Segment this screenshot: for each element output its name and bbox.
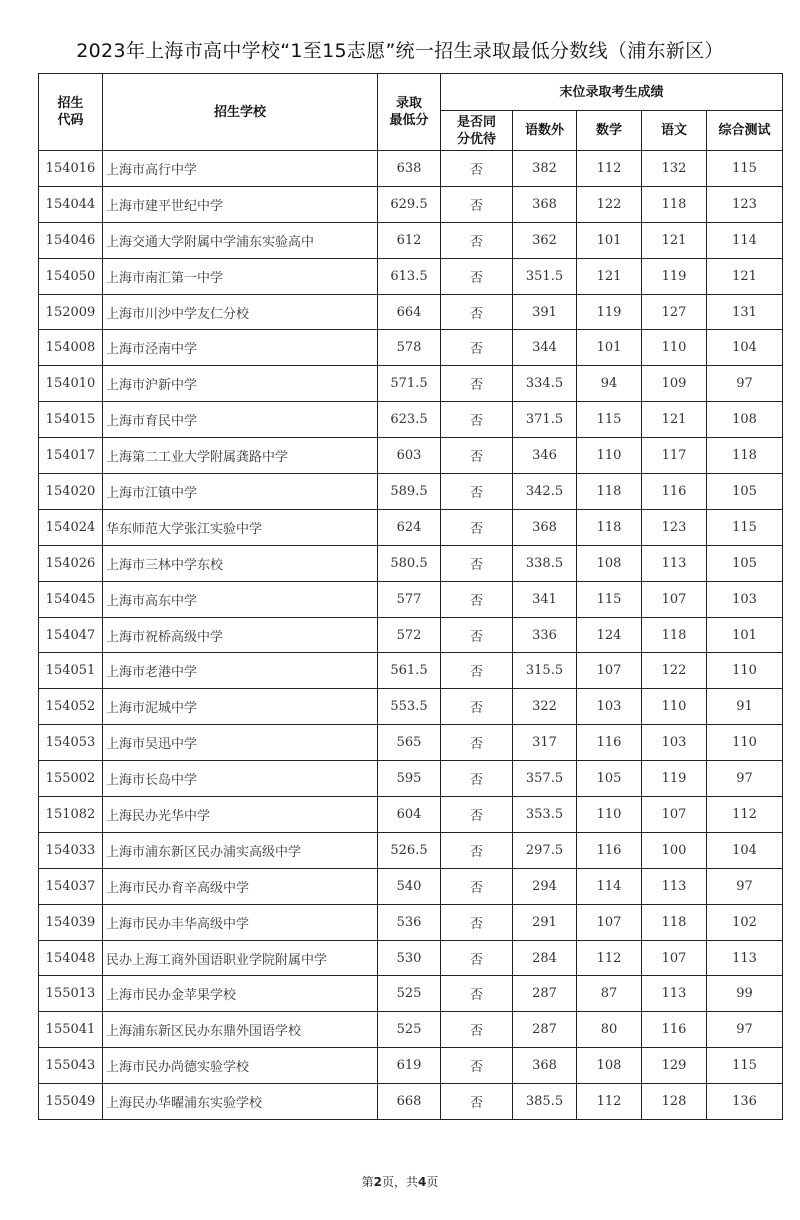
cell-ycw: 338.5 bbox=[513, 545, 577, 581]
cell-school: 上海民办华曜浦东实验学校 bbox=[103, 1084, 378, 1120]
table-row bbox=[39, 545, 783, 581]
page-footer: 第2页，共4页 bbox=[361, 1175, 439, 1189]
cell-tie-priority: 否 bbox=[441, 438, 513, 474]
cell-math: 94 bbox=[577, 366, 642, 402]
cell-chinese: 100 bbox=[642, 832, 707, 868]
cell-math: 118 bbox=[577, 474, 642, 510]
cell-chinese: 110 bbox=[642, 330, 707, 366]
cell-school: 上海市育民中学 bbox=[103, 402, 378, 438]
cell-comprehensive: 104 bbox=[707, 330, 783, 366]
cell-comprehensive: 91 bbox=[707, 689, 783, 725]
table-row bbox=[39, 330, 783, 366]
cell-chinese: 107 bbox=[642, 797, 707, 833]
cell-tie-priority: 否 bbox=[441, 725, 513, 761]
table-row bbox=[39, 868, 783, 904]
cell-math: 114 bbox=[577, 868, 642, 904]
table-row bbox=[39, 258, 783, 294]
cell-comprehensive: 108 bbox=[707, 402, 783, 438]
cell-code: 155041 bbox=[39, 1012, 103, 1048]
cell-code: 155002 bbox=[39, 761, 103, 797]
cell-chinese: 103 bbox=[642, 725, 707, 761]
current-page: 2 bbox=[373, 1175, 382, 1189]
cell-chinese: 116 bbox=[642, 1012, 707, 1048]
cell-math: 112 bbox=[577, 940, 642, 976]
cell-min-score: 540 bbox=[378, 868, 441, 904]
cell-code: 154017 bbox=[39, 438, 103, 474]
cell-code: 151082 bbox=[39, 797, 103, 833]
cell-school: 上海市川沙中学友仁分校 bbox=[103, 294, 378, 330]
cell-tie-priority: 否 bbox=[441, 474, 513, 510]
cell-code: 154050 bbox=[39, 258, 103, 294]
cell-ycw: 284 bbox=[513, 940, 577, 976]
cell-code: 154046 bbox=[39, 222, 103, 258]
cell-math: 115 bbox=[577, 581, 642, 617]
cell-comprehensive: 104 bbox=[707, 832, 783, 868]
cell-tie-priority: 否 bbox=[441, 545, 513, 581]
cell-comprehensive: 102 bbox=[707, 904, 783, 940]
cell-tie-priority: 否 bbox=[441, 222, 513, 258]
cell-math: 110 bbox=[577, 797, 642, 833]
cell-ycw: 368 bbox=[513, 1048, 577, 1084]
cell-comprehensive: 110 bbox=[707, 725, 783, 761]
cell-math: 108 bbox=[577, 1048, 642, 1084]
cell-tie-priority: 否 bbox=[441, 1012, 513, 1048]
cell-school: 上海市三林中学东校 bbox=[103, 545, 378, 581]
cell-tie-priority: 否 bbox=[441, 940, 513, 976]
table-row bbox=[39, 1084, 783, 1120]
cell-code: 154026 bbox=[39, 545, 103, 581]
cell-code: 154024 bbox=[39, 509, 103, 545]
cell-min-score: 577 bbox=[378, 581, 441, 617]
cell-school: 上海市沪新中学 bbox=[103, 366, 378, 402]
cell-school: 上海市长岛中学 bbox=[103, 761, 378, 797]
cell-tie-priority: 否 bbox=[441, 1084, 513, 1120]
cell-math: 87 bbox=[577, 976, 642, 1012]
cell-ycw: 385.5 bbox=[513, 1084, 577, 1120]
cell-code: 154047 bbox=[39, 617, 103, 653]
cell-comprehensive: 118 bbox=[707, 438, 783, 474]
cell-min-score: 526.5 bbox=[378, 832, 441, 868]
cell-chinese: 116 bbox=[642, 474, 707, 510]
cell-min-score: 580.5 bbox=[378, 545, 441, 581]
table-row bbox=[39, 617, 783, 653]
cell-min-score: 638 bbox=[378, 151, 441, 187]
cell-math: 112 bbox=[577, 1084, 642, 1120]
table-row bbox=[39, 1048, 783, 1084]
cell-min-score: 525 bbox=[378, 1012, 441, 1048]
cell-chinese: 121 bbox=[642, 222, 707, 258]
cell-min-score: 619 bbox=[378, 1048, 441, 1084]
cell-math: 122 bbox=[577, 186, 642, 222]
cell-ycw: 294 bbox=[513, 868, 577, 904]
cell-chinese: 118 bbox=[642, 186, 707, 222]
cell-math: 124 bbox=[577, 617, 642, 653]
cell-comprehensive: 105 bbox=[707, 474, 783, 510]
cell-math: 121 bbox=[577, 258, 642, 294]
cell-chinese: 107 bbox=[642, 581, 707, 617]
cell-code: 154053 bbox=[39, 725, 103, 761]
cell-math: 107 bbox=[577, 653, 642, 689]
cell-code: 154048 bbox=[39, 940, 103, 976]
total-pages: 4 bbox=[418, 1175, 427, 1189]
cell-school: 上海市高行中学 bbox=[103, 151, 378, 187]
cell-comprehensive: 97 bbox=[707, 366, 783, 402]
cell-comprehensive: 136 bbox=[707, 1084, 783, 1120]
cell-comprehensive: 97 bbox=[707, 868, 783, 904]
cell-tie-priority: 否 bbox=[441, 832, 513, 868]
cell-tie-priority: 否 bbox=[441, 366, 513, 402]
cell-tie-priority: 否 bbox=[441, 186, 513, 222]
cell-math: 115 bbox=[577, 402, 642, 438]
cell-min-score: 624 bbox=[378, 509, 441, 545]
cell-tie-priority: 否 bbox=[441, 689, 513, 725]
table-row bbox=[39, 474, 783, 510]
cell-school: 上海民办光华中学 bbox=[103, 797, 378, 833]
cell-school: 上海第二工业大学附属龚路中学 bbox=[103, 438, 378, 474]
cell-min-score: 664 bbox=[378, 294, 441, 330]
cell-code: 154033 bbox=[39, 832, 103, 868]
cell-chinese: 119 bbox=[642, 761, 707, 797]
cell-comprehensive: 121 bbox=[707, 258, 783, 294]
cell-school: 华东师范大学张江实验中学 bbox=[103, 509, 378, 545]
table-row bbox=[39, 1012, 783, 1048]
cell-ycw: 371.5 bbox=[513, 402, 577, 438]
table-row bbox=[39, 222, 783, 258]
cell-school: 上海市浦东新区民办浦实高级中学 bbox=[103, 832, 378, 868]
header-school: 招生学校 bbox=[103, 74, 378, 151]
cell-school: 上海市民办尚德实验学校 bbox=[103, 1048, 378, 1084]
cell-min-score: 629.5 bbox=[378, 186, 441, 222]
cell-math: 116 bbox=[577, 832, 642, 868]
cell-min-score: 595 bbox=[378, 761, 441, 797]
cell-tie-priority: 否 bbox=[441, 868, 513, 904]
cell-min-score: 668 bbox=[378, 1084, 441, 1120]
cell-code: 154051 bbox=[39, 653, 103, 689]
cell-ycw: 382 bbox=[513, 151, 577, 187]
cell-tie-priority: 否 bbox=[441, 761, 513, 797]
cell-code: 154044 bbox=[39, 186, 103, 222]
cell-tie-priority: 否 bbox=[441, 509, 513, 545]
cell-comprehensive: 99 bbox=[707, 976, 783, 1012]
cell-math: 108 bbox=[577, 545, 642, 581]
header-min-score: 录取 最低分 bbox=[378, 74, 441, 151]
cell-comprehensive: 97 bbox=[707, 761, 783, 797]
header-code: 招生 代码 bbox=[39, 74, 103, 151]
cell-school: 上海市高东中学 bbox=[103, 581, 378, 617]
table-row bbox=[39, 689, 783, 725]
cell-comprehensive: 114 bbox=[707, 222, 783, 258]
cell-comprehensive: 101 bbox=[707, 617, 783, 653]
cell-school: 上海市泾南中学 bbox=[103, 330, 378, 366]
table-row bbox=[39, 832, 783, 868]
cell-school: 上海交通大学附属中学浦东实验高中 bbox=[103, 222, 378, 258]
cell-code: 154008 bbox=[39, 330, 103, 366]
cell-ycw: 297.5 bbox=[513, 832, 577, 868]
cell-code: 154037 bbox=[39, 868, 103, 904]
cell-min-score: 604 bbox=[378, 797, 441, 833]
cell-school: 民办上海工商外国语职业学院附属中学 bbox=[103, 940, 378, 976]
cell-chinese: 109 bbox=[642, 366, 707, 402]
cell-school: 上海市江镇中学 bbox=[103, 474, 378, 510]
cell-ycw: 341 bbox=[513, 581, 577, 617]
page-title: 2023年上海市高中学校“1至15志愿”统一招生录取最低分数线（浦东新区） bbox=[76, 40, 724, 62]
header-last-student-scores: 末位录取考生成绩 bbox=[441, 74, 783, 111]
cell-tie-priority: 否 bbox=[441, 904, 513, 940]
cell-math: 110 bbox=[577, 438, 642, 474]
cell-chinese: 113 bbox=[642, 976, 707, 1012]
cell-ycw: 342.5 bbox=[513, 474, 577, 510]
cell-tie-priority: 否 bbox=[441, 258, 513, 294]
cell-ycw: 291 bbox=[513, 904, 577, 940]
cell-ycw: 317 bbox=[513, 725, 577, 761]
table-row bbox=[39, 186, 783, 222]
cell-math: 101 bbox=[577, 330, 642, 366]
header-ycw: 语数外 bbox=[513, 111, 577, 151]
cell-code: 154039 bbox=[39, 904, 103, 940]
cell-ycw: 346 bbox=[513, 438, 577, 474]
cell-min-score: 530 bbox=[378, 940, 441, 976]
cell-min-score: 571.5 bbox=[378, 366, 441, 402]
header-chinese: 语文 bbox=[642, 111, 707, 151]
table-row bbox=[39, 402, 783, 438]
cell-comprehensive: 123 bbox=[707, 186, 783, 222]
cell-min-score: 623.5 bbox=[378, 402, 441, 438]
cell-math: 119 bbox=[577, 294, 642, 330]
cell-tie-priority: 否 bbox=[441, 617, 513, 653]
table-row bbox=[39, 761, 783, 797]
cell-ycw: 353.5 bbox=[513, 797, 577, 833]
cell-code: 154010 bbox=[39, 366, 103, 402]
cell-code: 155043 bbox=[39, 1048, 103, 1084]
cell-code: 154052 bbox=[39, 689, 103, 725]
cell-tie-priority: 否 bbox=[441, 294, 513, 330]
cell-code: 152009 bbox=[39, 294, 103, 330]
cell-comprehensive: 105 bbox=[707, 545, 783, 581]
cell-chinese: 122 bbox=[642, 653, 707, 689]
cell-school: 上海市老港中学 bbox=[103, 653, 378, 689]
cell-tie-priority: 否 bbox=[441, 976, 513, 1012]
cell-ycw: 351.5 bbox=[513, 258, 577, 294]
cell-min-score: 565 bbox=[378, 725, 441, 761]
cell-comprehensive: 115 bbox=[707, 1048, 783, 1084]
cell-min-score: 561.5 bbox=[378, 653, 441, 689]
cell-min-score: 613.5 bbox=[378, 258, 441, 294]
cell-school: 上海市祝桥高级中学 bbox=[103, 617, 378, 653]
cell-school: 上海市南汇第一中学 bbox=[103, 258, 378, 294]
cell-math: 101 bbox=[577, 222, 642, 258]
cell-chinese: 107 bbox=[642, 940, 707, 976]
table-row bbox=[39, 438, 783, 474]
cell-chinese: 119 bbox=[642, 258, 707, 294]
table-row bbox=[39, 366, 783, 402]
cell-school: 上海市吴迅中学 bbox=[103, 725, 378, 761]
cell-ycw: 344 bbox=[513, 330, 577, 366]
cell-ycw: 368 bbox=[513, 509, 577, 545]
table-row bbox=[39, 904, 783, 940]
cell-ycw: 287 bbox=[513, 976, 577, 1012]
cell-ycw: 287 bbox=[513, 1012, 577, 1048]
cell-comprehensive: 110 bbox=[707, 653, 783, 689]
cell-comprehensive: 97 bbox=[707, 1012, 783, 1048]
cell-chinese: 118 bbox=[642, 904, 707, 940]
table-row bbox=[39, 509, 783, 545]
cell-school: 上海市民办育辛高级中学 bbox=[103, 868, 378, 904]
cell-chinese: 113 bbox=[642, 545, 707, 581]
cell-code: 154015 bbox=[39, 402, 103, 438]
cell-school: 上海市泥城中学 bbox=[103, 689, 378, 725]
cell-ycw: 322 bbox=[513, 689, 577, 725]
table-row bbox=[39, 581, 783, 617]
cell-tie-priority: 否 bbox=[441, 402, 513, 438]
cell-ycw: 315.5 bbox=[513, 653, 577, 689]
cell-tie-priority: 否 bbox=[441, 653, 513, 689]
table-row bbox=[39, 976, 783, 1012]
cell-comprehensive: 103 bbox=[707, 581, 783, 617]
cell-chinese: 128 bbox=[642, 1084, 707, 1120]
cell-math: 116 bbox=[577, 725, 642, 761]
cell-chinese: 129 bbox=[642, 1048, 707, 1084]
table-row bbox=[39, 151, 783, 187]
cell-tie-priority: 否 bbox=[441, 797, 513, 833]
table-row bbox=[39, 653, 783, 689]
cell-code: 154045 bbox=[39, 581, 103, 617]
cell-comprehensive: 112 bbox=[707, 797, 783, 833]
cell-comprehensive: 115 bbox=[707, 509, 783, 545]
cell-chinese: 123 bbox=[642, 509, 707, 545]
cell-code: 155049 bbox=[39, 1084, 103, 1120]
cell-school: 上海市建平世纪中学 bbox=[103, 186, 378, 222]
cell-min-score: 589.5 bbox=[378, 474, 441, 510]
cell-chinese: 118 bbox=[642, 617, 707, 653]
cell-ycw: 391 bbox=[513, 294, 577, 330]
cell-math: 112 bbox=[577, 151, 642, 187]
cell-ycw: 334.5 bbox=[513, 366, 577, 402]
cell-tie-priority: 否 bbox=[441, 581, 513, 617]
cell-math: 103 bbox=[577, 689, 642, 725]
table-row bbox=[39, 294, 783, 330]
cell-school: 上海市民办金苹果学校 bbox=[103, 976, 378, 1012]
cell-chinese: 117 bbox=[642, 438, 707, 474]
cell-code: 155013 bbox=[39, 976, 103, 1012]
cell-chinese: 113 bbox=[642, 868, 707, 904]
header-math: 数学 bbox=[577, 111, 642, 151]
admission-score-table bbox=[38, 73, 783, 1120]
cell-min-score: 536 bbox=[378, 904, 441, 940]
cell-ycw: 368 bbox=[513, 186, 577, 222]
cell-min-score: 553.5 bbox=[378, 689, 441, 725]
cell-school: 上海浦东新区民办东鼎外国语学校 bbox=[103, 1012, 378, 1048]
cell-tie-priority: 否 bbox=[441, 330, 513, 366]
table-row bbox=[39, 725, 783, 761]
cell-comprehensive: 113 bbox=[707, 940, 783, 976]
cell-ycw: 362 bbox=[513, 222, 577, 258]
cell-chinese: 132 bbox=[642, 151, 707, 187]
cell-min-score: 525 bbox=[378, 976, 441, 1012]
cell-comprehensive: 131 bbox=[707, 294, 783, 330]
cell-min-score: 578 bbox=[378, 330, 441, 366]
cell-chinese: 127 bbox=[642, 294, 707, 330]
cell-min-score: 603 bbox=[378, 438, 441, 474]
cell-chinese: 121 bbox=[642, 402, 707, 438]
cell-chinese: 110 bbox=[642, 689, 707, 725]
cell-min-score: 612 bbox=[378, 222, 441, 258]
cell-math: 105 bbox=[577, 761, 642, 797]
table-row bbox=[39, 940, 783, 976]
cell-math: 107 bbox=[577, 904, 642, 940]
header-tie-priority: 是否同 分优待 bbox=[441, 111, 513, 151]
cell-ycw: 336 bbox=[513, 617, 577, 653]
cell-math: 118 bbox=[577, 509, 642, 545]
cell-school: 上海市民办丰华高级中学 bbox=[103, 904, 378, 940]
cell-tie-priority: 否 bbox=[441, 151, 513, 187]
cell-code: 154016 bbox=[39, 151, 103, 187]
cell-ycw: 357.5 bbox=[513, 761, 577, 797]
header-comprehensive: 综合测试 bbox=[707, 111, 783, 151]
cell-math: 80 bbox=[577, 1012, 642, 1048]
table-row bbox=[39, 797, 783, 833]
cell-tie-priority: 否 bbox=[441, 1048, 513, 1084]
cell-comprehensive: 115 bbox=[707, 151, 783, 187]
cell-code: 154020 bbox=[39, 474, 103, 510]
cell-min-score: 572 bbox=[378, 617, 441, 653]
